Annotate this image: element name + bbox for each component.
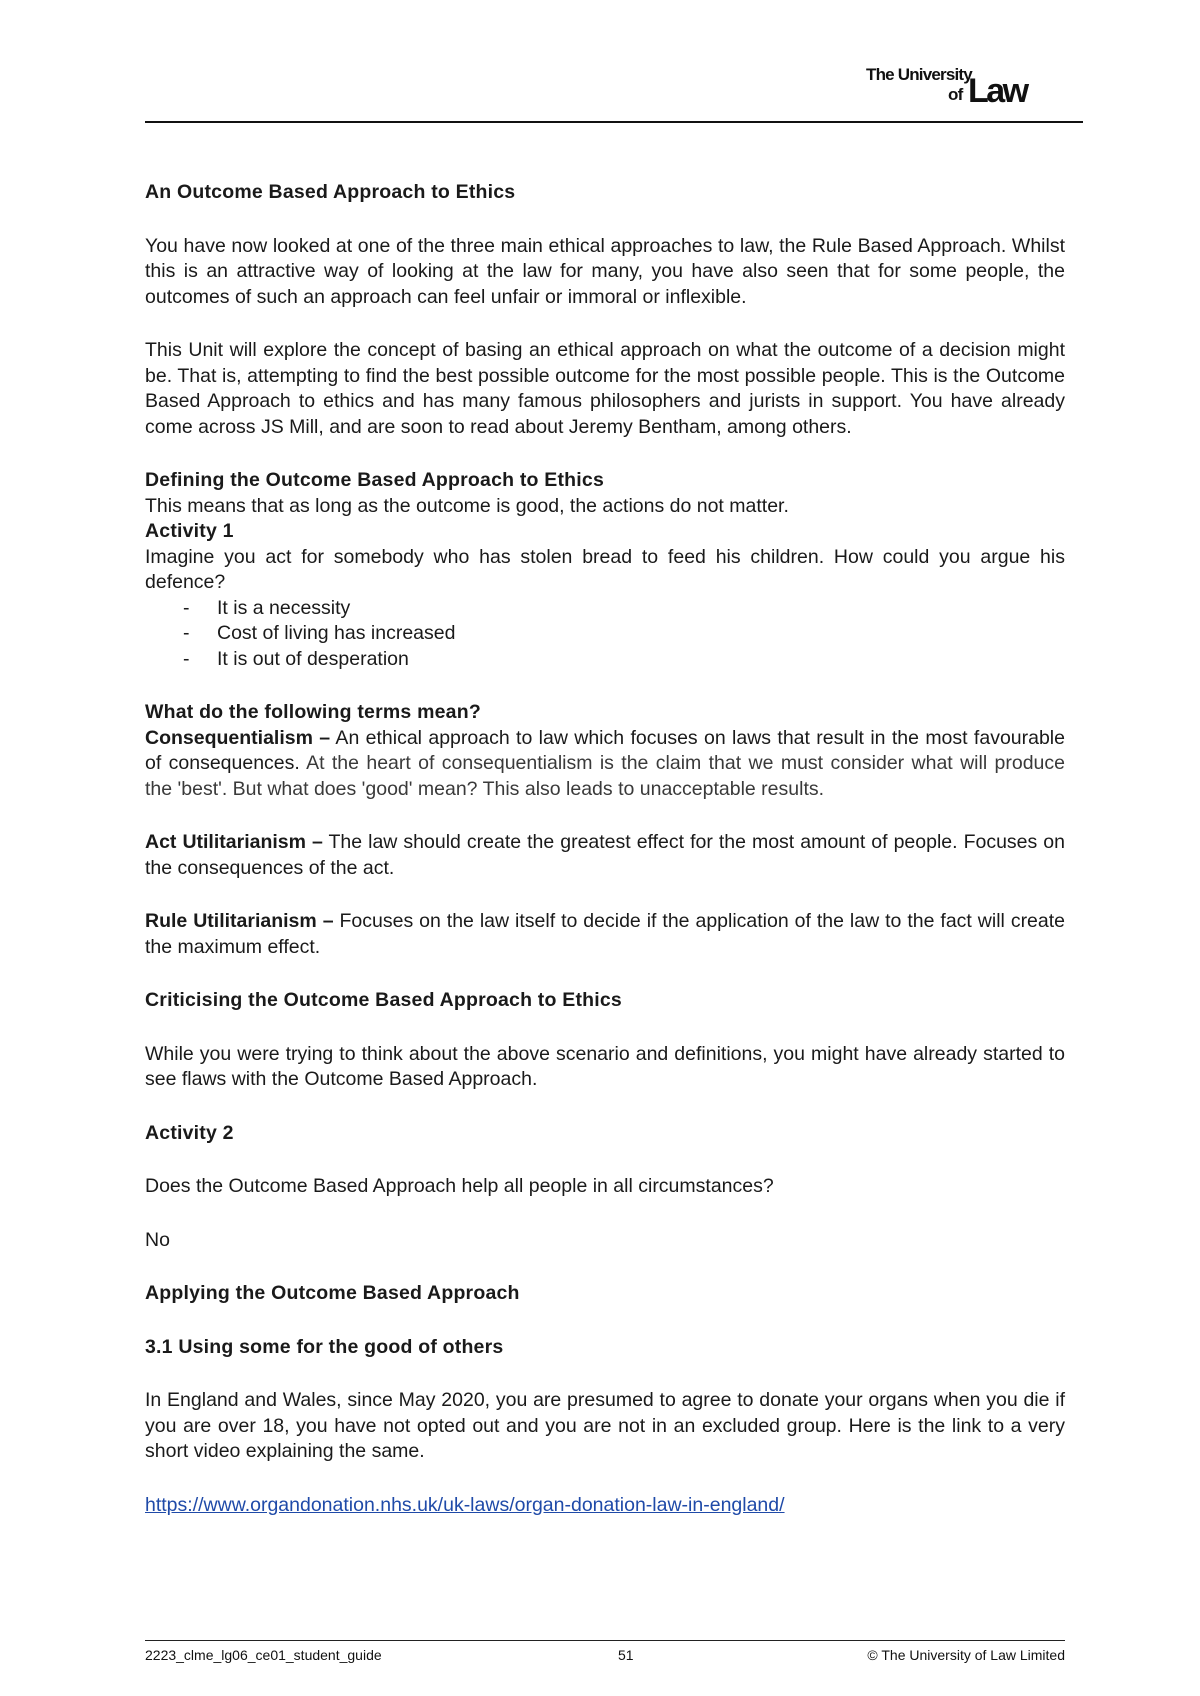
list-item: - Cost of living has increased: [183, 622, 456, 644]
activity1-text: Imagine you act for somebody who has stolen bread to feed his children. How could you argue his defence?: [145, 545, 1065, 593]
footer-copyright: © The University of Law Limited: [867, 1647, 1065, 1663]
intro-paragraph-1: You have now looked at one of the three main ethical approaches to law, the Rule Based Approach. Whilst this is an attractive way of looking at the law for many, you have also seen that for some people, the outcomes of such an approach can feel unfair or immoral or inflexible.: [145, 234, 1065, 308]
rule-utilitarianism-definition: Rule Utilitarianism – Focuses on the law itself to decide if the application of the law to the fact will create the maximum effect.: [145, 910, 1066, 958]
consequentialism-definition: Consequentialism – An ethical approach to law which focuses on laws that result in the most favourable of consequences. At the heart of consequentialism is the claim that we must consider what will produce the 'best'. But what does 'good' mean? This also leads to unacceptable results.: [145, 726, 1065, 800]
header-divider: [145, 121, 1083, 123]
footer-page-number: 51: [618, 1647, 634, 1663]
footer-divider: [145, 1640, 1065, 1641]
page-title: An Outcome Based Approach to Ethics: [145, 181, 516, 203]
activity2-heading: Activity 2: [145, 1121, 234, 1144]
consequentialism-term: Consequentialism –: [145, 726, 331, 749]
act-utilitarianism-term: Act Utilitarianism –: [145, 831, 323, 853]
activity1-heading: Activity 1: [145, 520, 234, 542]
subsection-heading: 3.1 Using some for the good of others: [145, 1335, 504, 1358]
logo-law: Law: [968, 72, 1027, 110]
defining-heading: Defining the Outcome Based Approach to Ethics: [145, 469, 604, 491]
england-paragraph: In England and Wales, since May 2020, you are presumed to agree to donate your organs when you die if you are over 18, you have not opted out and you are not in an excluded group. Here is the link to a very short video explaining the same.: [145, 1389, 1065, 1462]
link-paragraph: [145, 1493, 1065, 1519]
defining-text: This means that as long as the outcome is good, the actions do not matter.: [145, 494, 789, 517]
university-of-law-logo: [840, 62, 1070, 112]
list-item: - It is a necessity: [183, 596, 351, 619]
act-utilitarianism-definition: Act Utilitarianism – The law should create the greatest effect for the most amount of people. Focuses on the consequences of the act.: [145, 831, 1065, 879]
organ-donation-link[interactable]: https://www.organdonation.nhs.uk/uk-laws/organ-donation-law-in-england/: [145, 1493, 785, 1516]
activity2-question: Does the Outcome Based Approach help all people in all circumstances?: [145, 1175, 774, 1197]
logo-line1: The University: [866, 65, 972, 84]
rule-utilitarianism-term: Rule Utilitarianism –: [145, 910, 334, 932]
list-item: - It is out of desperation: [183, 647, 409, 670]
activity1-answer-list: [145, 596, 1065, 673]
criticising-heading: Criticising the Outcome Based Approach to Ethics: [145, 989, 622, 1011]
criticising-text: While you were trying to think about the above scenario and definitions, you might have already started to see flaws with the Outcome Based Approach.: [145, 1042, 1065, 1090]
logo-of: of: [948, 85, 963, 104]
applying-heading: Applying the Outcome Based Approach: [145, 1282, 520, 1304]
page-content: [145, 180, 1065, 1518]
footer-doc-id: 2223_clme_lg06_ce01_student_guide: [145, 1647, 382, 1663]
terms-heading: What do the following terms mean?: [145, 701, 481, 723]
activity2-answer: No: [145, 1228, 170, 1251]
intro-paragraph-2: This Unit will explore the concept of basing an ethical approach on what the outcome of a decision might be. That is, attempting to find the best possible outcome for the most possible people. This is the Outcome Based Approach to ethics and has many famous philosophers and jurists in support. You have already come across JS Mill, and are soon to read about Jeremy Bentham, among others.: [145, 339, 1065, 438]
